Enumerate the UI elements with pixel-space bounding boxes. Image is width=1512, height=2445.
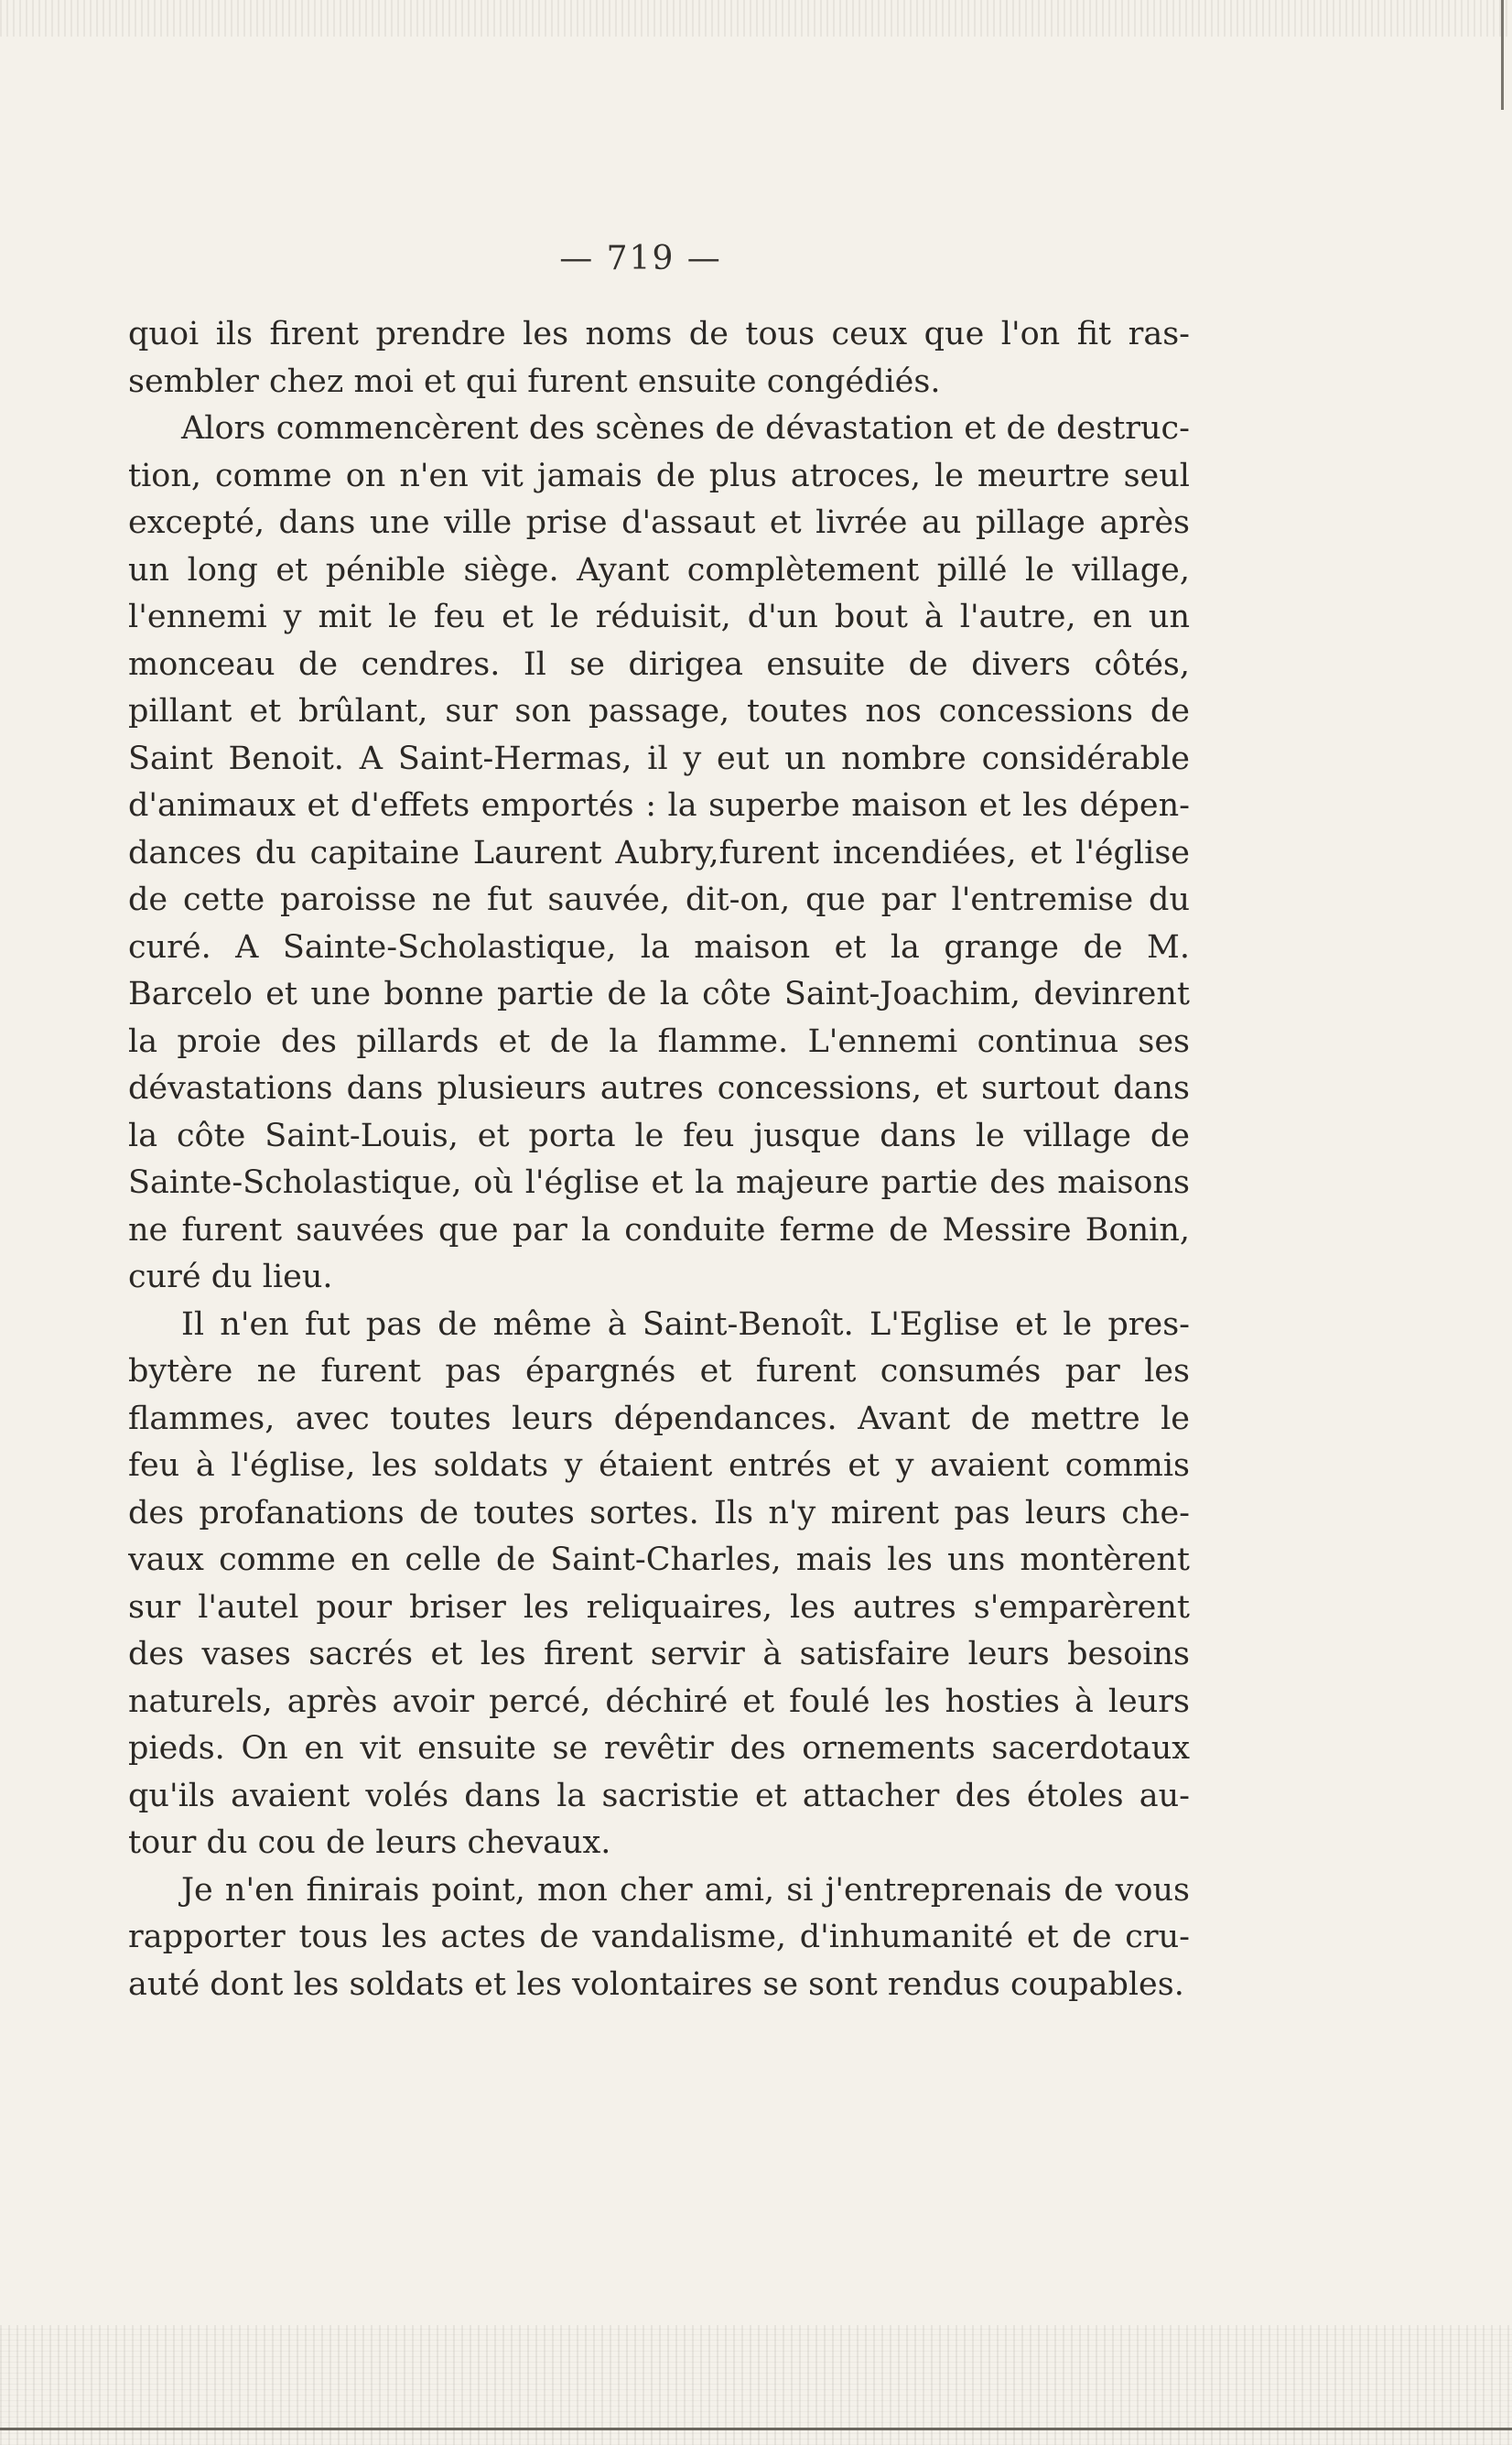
text-line: pillant et brûlant, sur son passage, toutes nos concessions de xyxy=(128,693,1190,730)
text-line: monceau de cendres. Il se dirigea ensuite de divers côtés, xyxy=(128,645,1190,683)
text-line: ne furent sauvées que par la conduite ferme de Messire Bonin, xyxy=(128,1211,1190,1249)
text-line: sur l'autel pour briser les reliquaires, les autres s'emparèrent xyxy=(128,1588,1190,1626)
text-line: d'animaux et d'effets emportés : la superbe maison et les dépen- xyxy=(128,787,1190,824)
text-line: Sainte-Scholastique, où l'église et la majeure partie des maisons xyxy=(128,1164,1190,1201)
text-line: des profanations de toutes sortes. Ils n'y mirent pas leurs che- xyxy=(128,1494,1190,1531)
text-line: Saint Benoit. A Saint-Hermas, il y eut un nombre considérable xyxy=(128,740,1190,777)
paragraph-start-line: Il n'en fut pas de même à Saint-Benoît. L'Eglise et le pres- xyxy=(181,1305,1190,1343)
text-line: auté dont les soldats et les volontaires se sont rendus coupables. xyxy=(128,1965,1184,2003)
text-line: rapporter tous les actes de vandalisme, d'inhumanité et de cru- xyxy=(128,1919,1190,1955)
text-line: vaux comme en celle de Saint-Charles, mais les uns montèrent xyxy=(128,1542,1190,1578)
page-edge-rule-right xyxy=(1501,0,1504,110)
text-line: tion, comme on n'en vit jamais de plus atroces, le meurtre seul xyxy=(128,457,1190,494)
text-line: Barcelo et une bonne partie de la côte Saint-Joachim, devinrent xyxy=(128,976,1190,1012)
page-edge-texture-top xyxy=(0,0,1512,37)
text-line: quoi ils firent prendre les noms de tous ceux que l'on fit ras- xyxy=(128,316,1190,352)
text-line: la proie des pillards et de la flamme. L'ennemi continua ses xyxy=(128,1022,1190,1060)
text-line: curé du lieu. xyxy=(128,1259,333,1295)
text-line: pieds. On en vit ensuite se revêtir des ornements sacerdotaux xyxy=(128,1730,1190,1767)
text-line: sembler chez moi et qui furent ensuite congédiés. xyxy=(128,362,941,400)
text-line: qu'ils avaient volés dans la sacristie et attacher des étoles au- xyxy=(128,1777,1190,1814)
text-line: feu à l'église, les soldats y étaient entrés et y avaient commis xyxy=(128,1447,1190,1484)
text-line: flammes, avec toutes leurs dépendances. Avant de mettre le xyxy=(128,1400,1190,1437)
body-text xyxy=(128,311,1190,2008)
text-line: des vases sacrés et les firent servir à satisfaire leurs besoins xyxy=(128,1636,1190,1672)
page-number: — 719 — xyxy=(559,240,722,277)
text-line: l'ennemi y mit le feu et le réduisit, d'un bout à l'autre, en un xyxy=(128,599,1190,635)
text-line: naturels, après avoir percé, déchiré et foulé les hosties à leurs xyxy=(128,1682,1190,1720)
text-line: bytère ne furent pas épargnés et furent consumés par les xyxy=(128,1353,1190,1390)
paragraph-start-line: Alors commencèrent des scènes de dévastation et de destruc- xyxy=(181,410,1190,447)
page-bottom-rule xyxy=(0,2428,1512,2430)
paragraph-start-line: Je n'en finirais point, mon cher ami, si j'entreprenais de vous xyxy=(181,1871,1190,1909)
text-line: curé. A Sainte-Scholastique, la maison et la grange de M. xyxy=(128,928,1190,966)
text-line: de cette paroisse ne fut sauvée, dit-on, que par l'entremise du xyxy=(128,882,1190,918)
text-line: tour du cou de leurs chevaux. xyxy=(128,1824,611,1861)
text-line: dévastations dans plusieurs autres concessions, et surtout dans xyxy=(128,1070,1190,1107)
text-line: excepté, dans une ville prise d'assaut et livrée au pillage après xyxy=(128,504,1190,541)
text-line: dances du capitaine Laurent Aubry,furent incendiées, et l'église xyxy=(128,834,1190,871)
text-line: la côte Saint-Louis, et porta le feu jusque dans le village de xyxy=(128,1117,1190,1154)
text-line: un long et pénible siège. Ayant complètement pillé le village, xyxy=(128,551,1190,589)
